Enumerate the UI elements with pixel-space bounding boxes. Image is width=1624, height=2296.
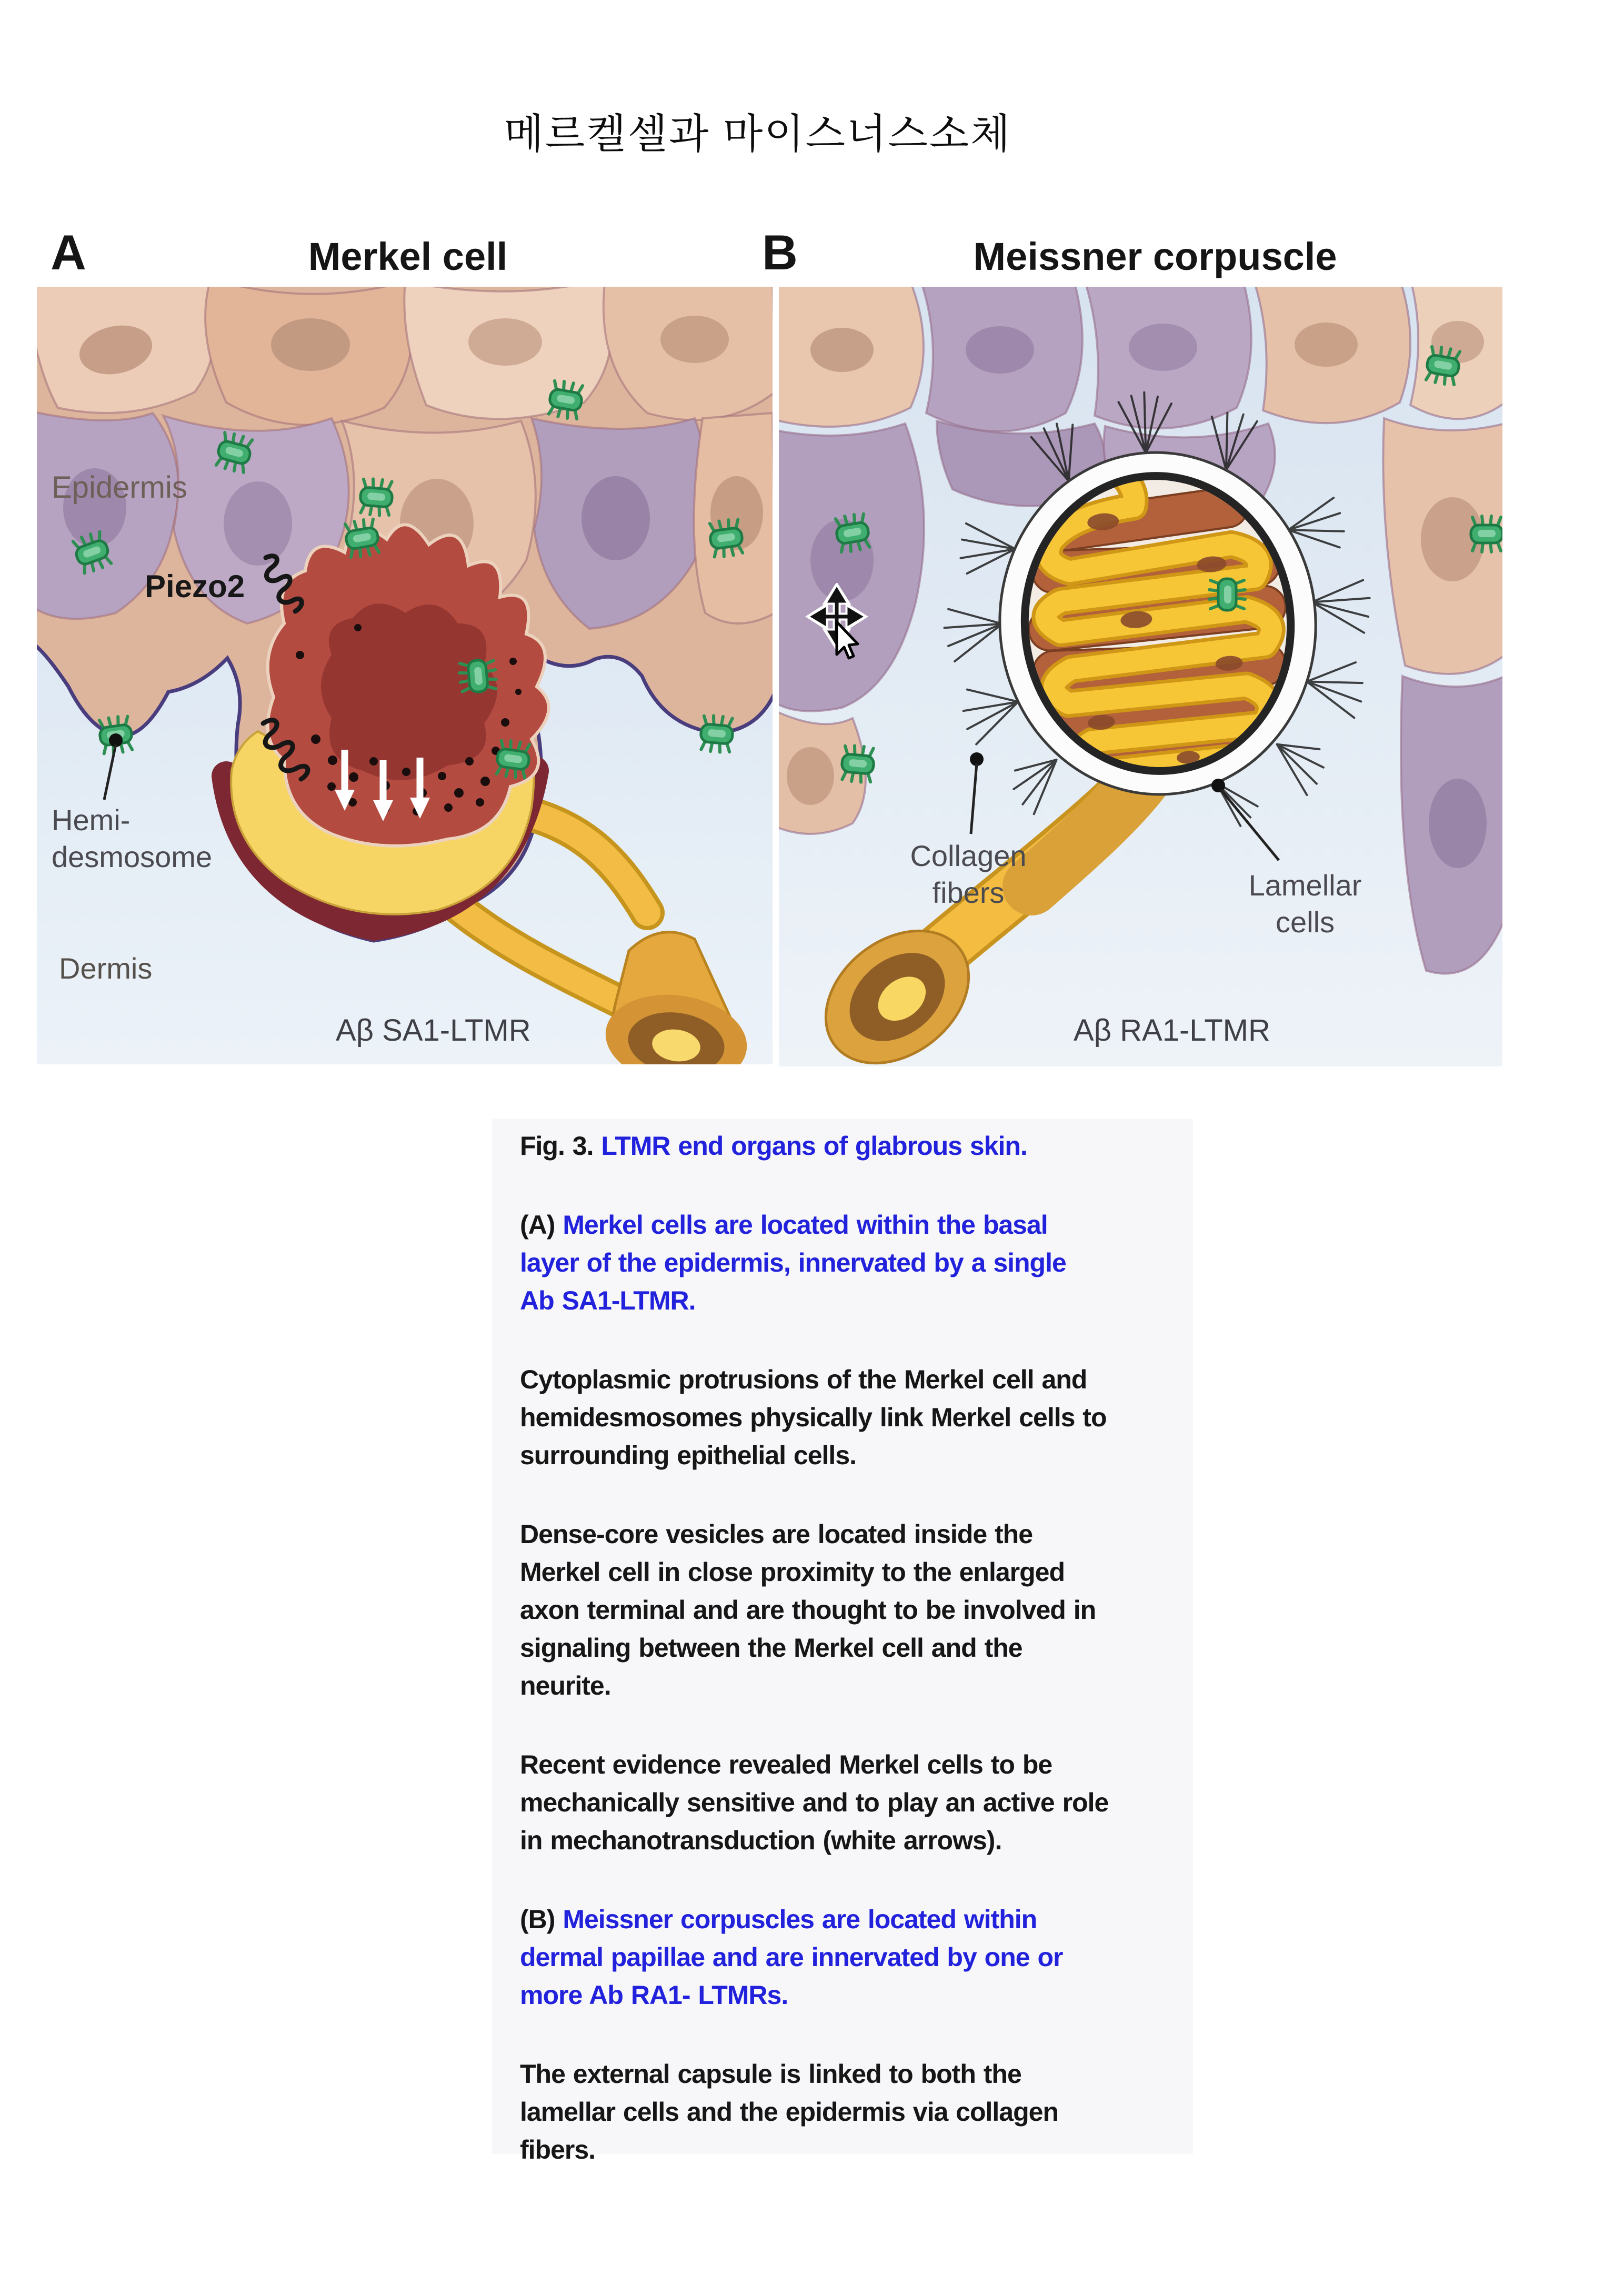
caption-line: Dense-core vesicles are located inside the: [520, 1519, 1033, 1549]
hemidesmosome-label: Hemi- desmosome: [52, 803, 213, 873]
panel-a-illustration: [37, 287, 773, 1064]
panel-b-letter: B: [762, 225, 798, 280]
caption-line: lamellar cells and the epidermis via collagen: [520, 2097, 1059, 2127]
caption-line: fibers.: [520, 2135, 596, 2164]
caption-line: Recent evidence revealed Merkel cells to be: [520, 1750, 1052, 1779]
caption-line: layer of the epidermis, innervated by a single: [520, 1248, 1066, 1277]
ab-sa1-ltmr-label: Aβ SA1-LTMR: [336, 1013, 531, 1048]
caption-line: (A) Merkel cells are located within the basal: [520, 1210, 1048, 1240]
caption-line: Fig. 3. LTMR end organs of glabrous skin.: [520, 1131, 1027, 1161]
caption-line: neurite.: [520, 1671, 611, 1700]
caption-line: mechanically sensitive and to play an active role: [520, 1788, 1109, 1817]
move-pointer-cursor: [800, 583, 879, 662]
page-title: 메르켈셀과 마이스너스소체: [504, 110, 1012, 157]
caption-line: Cytoplasmic protrusions of the Merkel cell and: [520, 1365, 1087, 1394]
caption-paragraph: [520, 1900, 1199, 2014]
caption-paragraph: [520, 1746, 1199, 1859]
caption-line: (B) Meissner corpuscles are located within: [520, 1905, 1037, 1934]
ab-ra1-ltmr-label: Aβ RA1-LTMR: [1074, 1013, 1270, 1048]
caption-line: axon terminal and are thought to be involved in: [520, 1595, 1096, 1625]
caption-paragraph: [520, 1206, 1199, 1320]
caption-line: Merkel cell in close proximity to the enlarged: [520, 1557, 1065, 1587]
caption-line: surrounding epithelial cells.: [520, 1441, 857, 1470]
caption-line: dermal papillae and are innervated by one or: [520, 1942, 1063, 1972]
dermis-label: Dermis: [59, 952, 153, 985]
piezo2-label: Piezo2: [145, 569, 245, 604]
caption-paragraph: [520, 1361, 1199, 1474]
lamellar-cells-label: Lamellar cells: [1248, 869, 1362, 939]
caption-text: [520, 1127, 1199, 2210]
panel-b-illustration: [779, 287, 1502, 1066]
caption-line: The external capsule is linked to both the: [520, 2059, 1021, 2089]
caption-line: signaling between the Merkel cell and the: [520, 1633, 1022, 1663]
panel-b-title: Meissner corpuscle: [973, 235, 1337, 278]
caption-paragraph: [520, 2055, 1199, 2169]
epidermis-label: Epidermis: [52, 470, 187, 505]
caption-paragraph: [520, 1127, 1199, 1165]
caption-paragraph: [520, 1515, 1199, 1705]
collagen-fibers-label: Collagen fibers: [910, 839, 1027, 909]
caption-line: more Ab RA1- LTMRs.: [520, 1980, 788, 2010]
caption-line: in mechanotransduction (white arrows).: [520, 1826, 1002, 1855]
caption-line: hemidesmosomes physically link Merkel cells to: [520, 1403, 1107, 1432]
caption-line: Ab SA1-LTMR.: [520, 1286, 696, 1315]
panel-a-title: Merkel cell: [308, 235, 508, 278]
panel-a-letter: A: [51, 225, 86, 280]
